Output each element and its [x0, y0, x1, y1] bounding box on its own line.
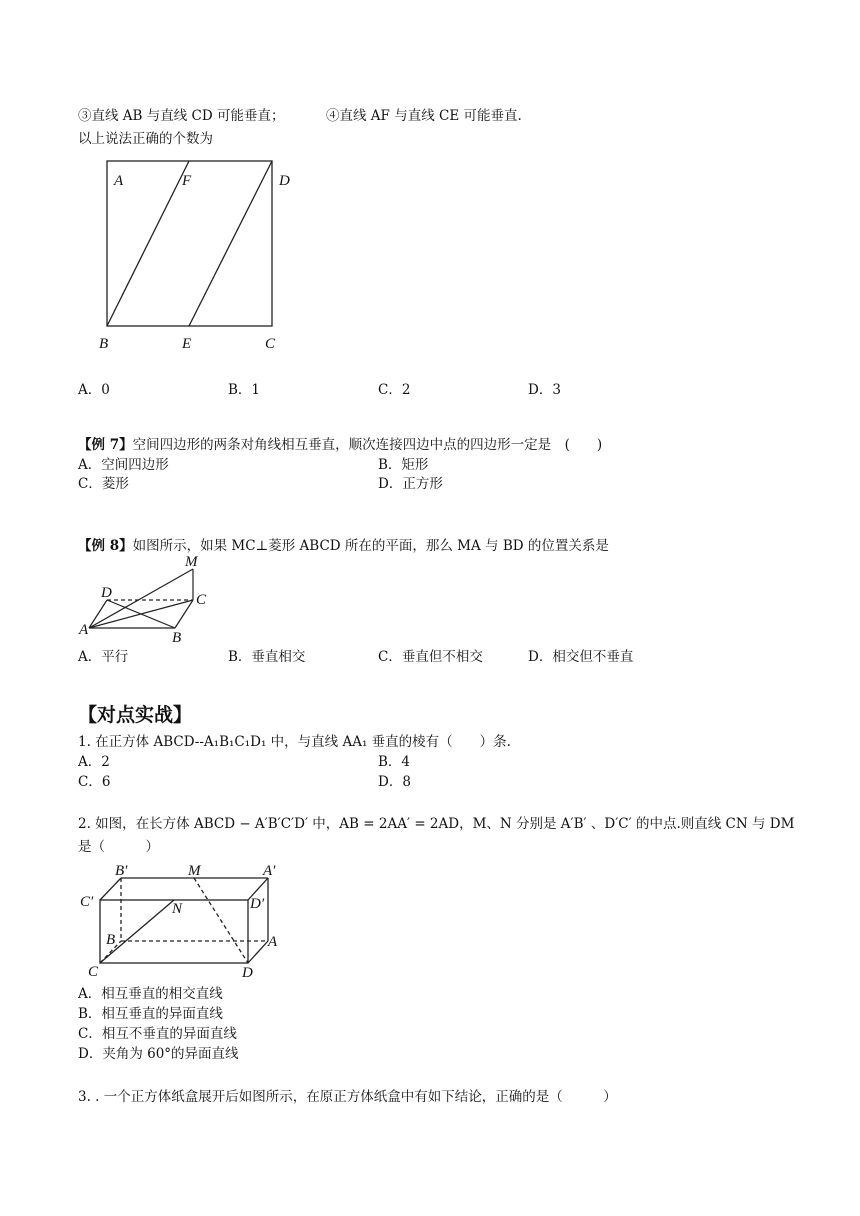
label-d2: D — [101, 585, 112, 601]
label-c: C — [265, 336, 276, 352]
q2-option-d[interactable]: D．夹角为 60°的异面直线 — [78, 1046, 239, 1062]
q2-option-b[interactable]: B．相互垂直的异面直线 — [78, 1006, 223, 1022]
label-c3: C — [88, 964, 99, 980]
option-d[interactable]: D．3 — [528, 382, 561, 398]
label-e: E — [182, 336, 192, 352]
example8-option-a[interactable]: A．平行 — [78, 649, 129, 665]
label-d3: D — [242, 965, 253, 981]
q2-text-line1: 2. 如图，在长方体 ABCD − A′B′C′D′ 中，AB = 2AA′ = 2AD，M、N 分别是 A′B′ 、D′C′ 的中点.则直线 CN 与 DM — [78, 816, 795, 832]
question-prompt: 以上说法正确的个数为 — [78, 131, 213, 147]
q3-text: 3. . 一个正方体纸盒展开后如图所示，在原正方体纸盒中有如下结论，正确的是（ ） — [78, 1089, 617, 1105]
label-bprime: B′ — [115, 863, 128, 879]
option-b[interactable]: B．1 — [228, 382, 261, 398]
edge-cprime-bprime — [100, 878, 121, 900]
label-dprime: D′ — [250, 896, 265, 912]
label-c2: C — [196, 592, 207, 608]
example8-option-b[interactable]: B．垂直相交 — [228, 649, 306, 665]
label-cprime: C′ — [80, 894, 94, 910]
example7-option-d[interactable]: D．正方形 — [378, 476, 443, 492]
label-aprime: A′ — [263, 863, 276, 879]
example8-text: 如图所示，如果 MC⊥菱形 ABCD 所在的平面，那么 MA 与 BD 的位置关系是 — [132, 538, 609, 554]
statement-3: ③直线 AB 与直线 CD 可能垂直； — [78, 108, 285, 124]
label-b: B — [99, 336, 109, 352]
label-n: N — [172, 901, 183, 917]
label-m3: M — [188, 863, 201, 879]
example8-tag: 【例 8】 — [78, 538, 133, 554]
example7-option-a[interactable]: A．空间四边形 — [78, 457, 169, 473]
label-f: F — [182, 173, 192, 189]
option-a[interactable]: A．0 — [78, 382, 110, 398]
label-d: D — [279, 173, 290, 189]
statement-4: ④直线 AF 与直线 CE 可能垂直. — [326, 108, 522, 124]
option-c[interactable]: C．2 — [378, 382, 411, 398]
label-a: A — [114, 173, 124, 189]
edge-a-d — [248, 941, 268, 963]
q1-option-d[interactable]: D．8 — [378, 774, 411, 790]
q1-option-b[interactable]: B．4 — [378, 754, 411, 770]
label-m: M — [185, 554, 198, 570]
q1-option-a[interactable]: A．2 — [78, 754, 110, 770]
q2-option-c[interactable]: C．相互不垂直的异面直线 — [78, 1026, 237, 1042]
example7-option-b[interactable]: B．矩形 — [378, 457, 429, 473]
q2-text-line2: 是（ ） — [78, 839, 159, 855]
example7-option-c[interactable]: C．菱形 — [78, 476, 129, 492]
example8-option-c[interactable]: C．垂直但不相交 — [378, 649, 483, 665]
section-title: 【对点实战】 — [78, 704, 193, 726]
example7-text: 空间四边形的两条对角线相互垂直，顺次连接四边中点的四边形一定是 ( ) — [132, 437, 603, 453]
label-b2: B — [172, 630, 182, 646]
example7-tag: 【例 7】 — [78, 437, 133, 453]
q2-option-a[interactable]: A．相互垂直的相交直线 — [78, 986, 223, 1002]
label-b3: B — [106, 932, 116, 948]
q1-text: 1. 在正方体 ABCD--A₁B₁C₁D₁ 中，与直线 AA₁ 垂直的棱有（ ）条. — [78, 734, 511, 750]
line-dm — [194, 878, 248, 963]
q1-option-c[interactable]: C．6 — [78, 774, 111, 790]
label-a3: A — [268, 934, 278, 950]
example8-option-d[interactable]: D．相交但不垂直 — [528, 649, 634, 665]
label-a2: A — [79, 622, 89, 638]
